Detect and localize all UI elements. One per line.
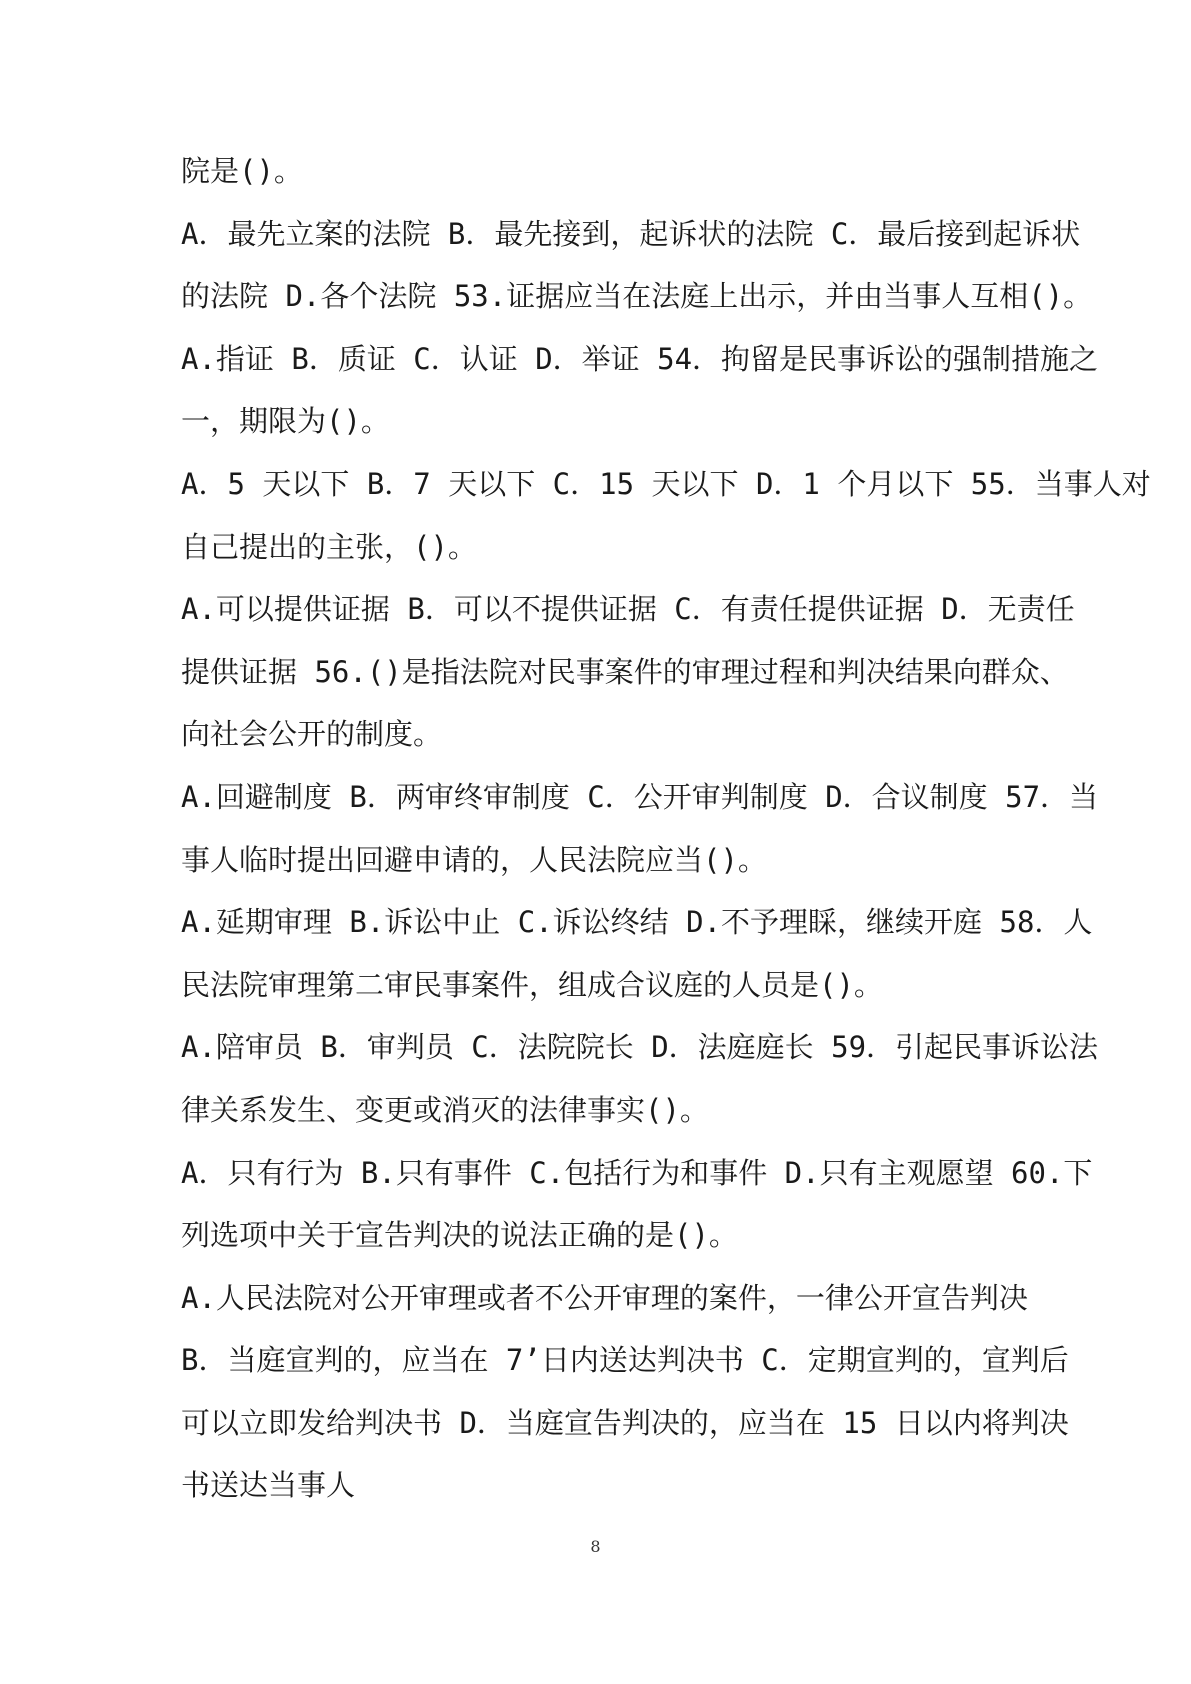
text-line: 的法院 D.各个法院 53.证据应当在法庭上出示，并由当事人互相()。 [181,279,1093,314]
text-line: A.陪审员 B．审判员 C．法院院长 D．法庭庭长 59．引起民事诉讼法 [181,1030,1099,1065]
body-text [181,140,1151,1517]
text-line: A.延期审理 B.诉讼中止 C.诉讼终结 D.不予理睬，继续开庭 58．人 [181,905,1093,940]
text-line: 一，期限为()。 [181,404,390,439]
text-line: B．当庭宣判的，应当在 7’日内送达判决书 C．定期宣判的，宣判后 [181,1343,1069,1378]
text-line: 向社会公开的制度。 [181,717,443,752]
text-line: A.回避制度 B．两审终审制度 C．公开审判制度 D．合议制度 57．当 [181,779,1099,814]
text-line: A.指证 B．质证 C．认证 D．举证 54．拘留是民事诉讼的强制措施之 [181,341,1099,376]
text-line: 可以立即发给判决书 D．当庭宣告判决的，应当在 15 日以内将判决 [181,1405,1069,1440]
text-line: A.人民法院对公开审理或者不公开审理的案件，一律公开宣告判决 [181,1280,1028,1315]
text-line: 事人临时提出回避申请的，人民法院应当()。 [181,842,767,877]
text-line: A.可以提供证据 B．可以不提供证据 C．有责任提供证据 D．无责任 [181,592,1075,627]
text-line: 院是()。 [181,154,303,188]
page-number: 8 [590,1537,601,1556]
text-line: 民法院审理第二审民事案件，组成合议庭的人员是()。 [181,967,883,1002]
text-line: 自己提出的主张，()。 [181,529,477,564]
text-line: A．只有行为 B.只有事件 C.包括行为和事件 D.只有主观愿望 60.下 [181,1155,1093,1190]
text-line: A．5 天以下 B．7 天以下 C．15 天以下 D．1 个月以下 55．当事人对 [181,466,1151,501]
text-line: A．最先立案的法院 B．最先接到，起诉状的法院 C．最后接到起诉状 [181,216,1081,251]
text-line: 列选项中关于宣告判决的说法正确的是()。 [181,1218,738,1253]
text-line: 律关系发生、变更或消灭的法律事实()。 [181,1092,709,1127]
text-line: 书送达当事人 [181,1468,356,1503]
text-line: 提供证据 56.()是指法院对民事案件的审理过程和判决结果向群众、 [181,654,1069,689]
